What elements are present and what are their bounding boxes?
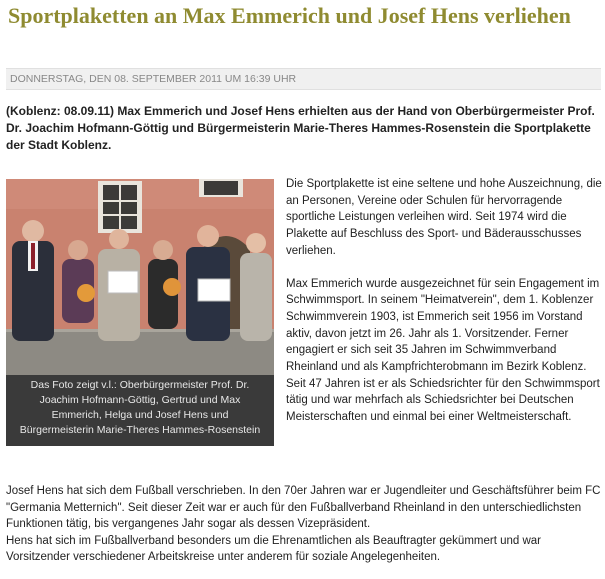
paragraph-max-emmerich: Max Emmerich wurde ausgezeichnet für sein Engagement im Schwimmsport. In seinem "Heimatverein", dem 1. Koblenzer Schwimmverein 1903, ist Emmerich seit 1956 im Vorstand aktiv, davon jetzt im 26. Jahr als 1. Vorsitzender. Ferner engagiert er sich seit 35 Jahren im Schwimmverband Rheinland und als Kampfrichterobmann im Bezirk Koblenz. Seit 47 Jahren ist er als Schiedsrichter für den Schwimmsport tätig und war mehrfach als Schiedsrichter bei Deutschen Meisterschaften und einmal bei einer Weltmeisterschaft. — [286, 277, 600, 424]
article-body-bottom — [6, 483, 603, 566]
article-dateline: DONNERSTAG, DEN 08. SEPTEMBER 2011 UM 16:39 UHR — [6, 68, 601, 90]
group-photo — [6, 179, 274, 375]
paragraph-josef-hens: Josef Hens hat sich dem Fußball verschrieben. In den 70er Jahren war er Jugendleiter und Geschäftsführer beim FC "Germania Metternich". Seit dieser Zeit war er auch für den Fußballverband Rheinland in den unterschiedlichsten Funktionen tätig, bis vergangenes Jahr sogar als dessen Vizepräsident. — [6, 485, 601, 530]
photo-caption: Das Foto zeigt v.l.: Oberbürgermeister Prof. Dr. Joachim Hofmann-Göttig, Gertrud und Max Emmerich, Helga und Josef Hens und Bürgermeisterin Marie-Theres Hammes-Rosenstein — [19, 379, 261, 436]
paragraph-josef-hens-2: Hens hat sich im Fußballverband besonders um die Ehrenamtlichen als Beauftragter gekümmert und war Vorsitzender verschiedener Arbeitskreise unter anderem für soziale Angelegenheiten. — [6, 534, 542, 563]
article-photo-figure — [6, 179, 274, 446]
article-title: Sportplaketten an Max Emmerich und Josef Hens verliehen — [8, 3, 571, 28]
paragraph-sportplakette: Die Sportplakette ist eine seltene und hohe Auszeichnung, die an Personen, Vereine oder Schulen für hervorragende sportliche Leistungen verleihen wird. Seit 1974 wird die Plakette auf Beschluss des Sport- und Bäderausschusses verliehen. — [286, 178, 602, 257]
article-body-right — [286, 176, 603, 442]
article-lead: (Koblenz: 08.09.11) Max Emmerich und Josef Hens erhielten aus der Hand von Oberbürgermeister Prof. Dr. Joachim Hofmann-Göttig und Bürgermeisterin Marie-Theres Hammes-Rosenstein die Sportplakette der Stadt Koblenz. — [6, 104, 595, 152]
